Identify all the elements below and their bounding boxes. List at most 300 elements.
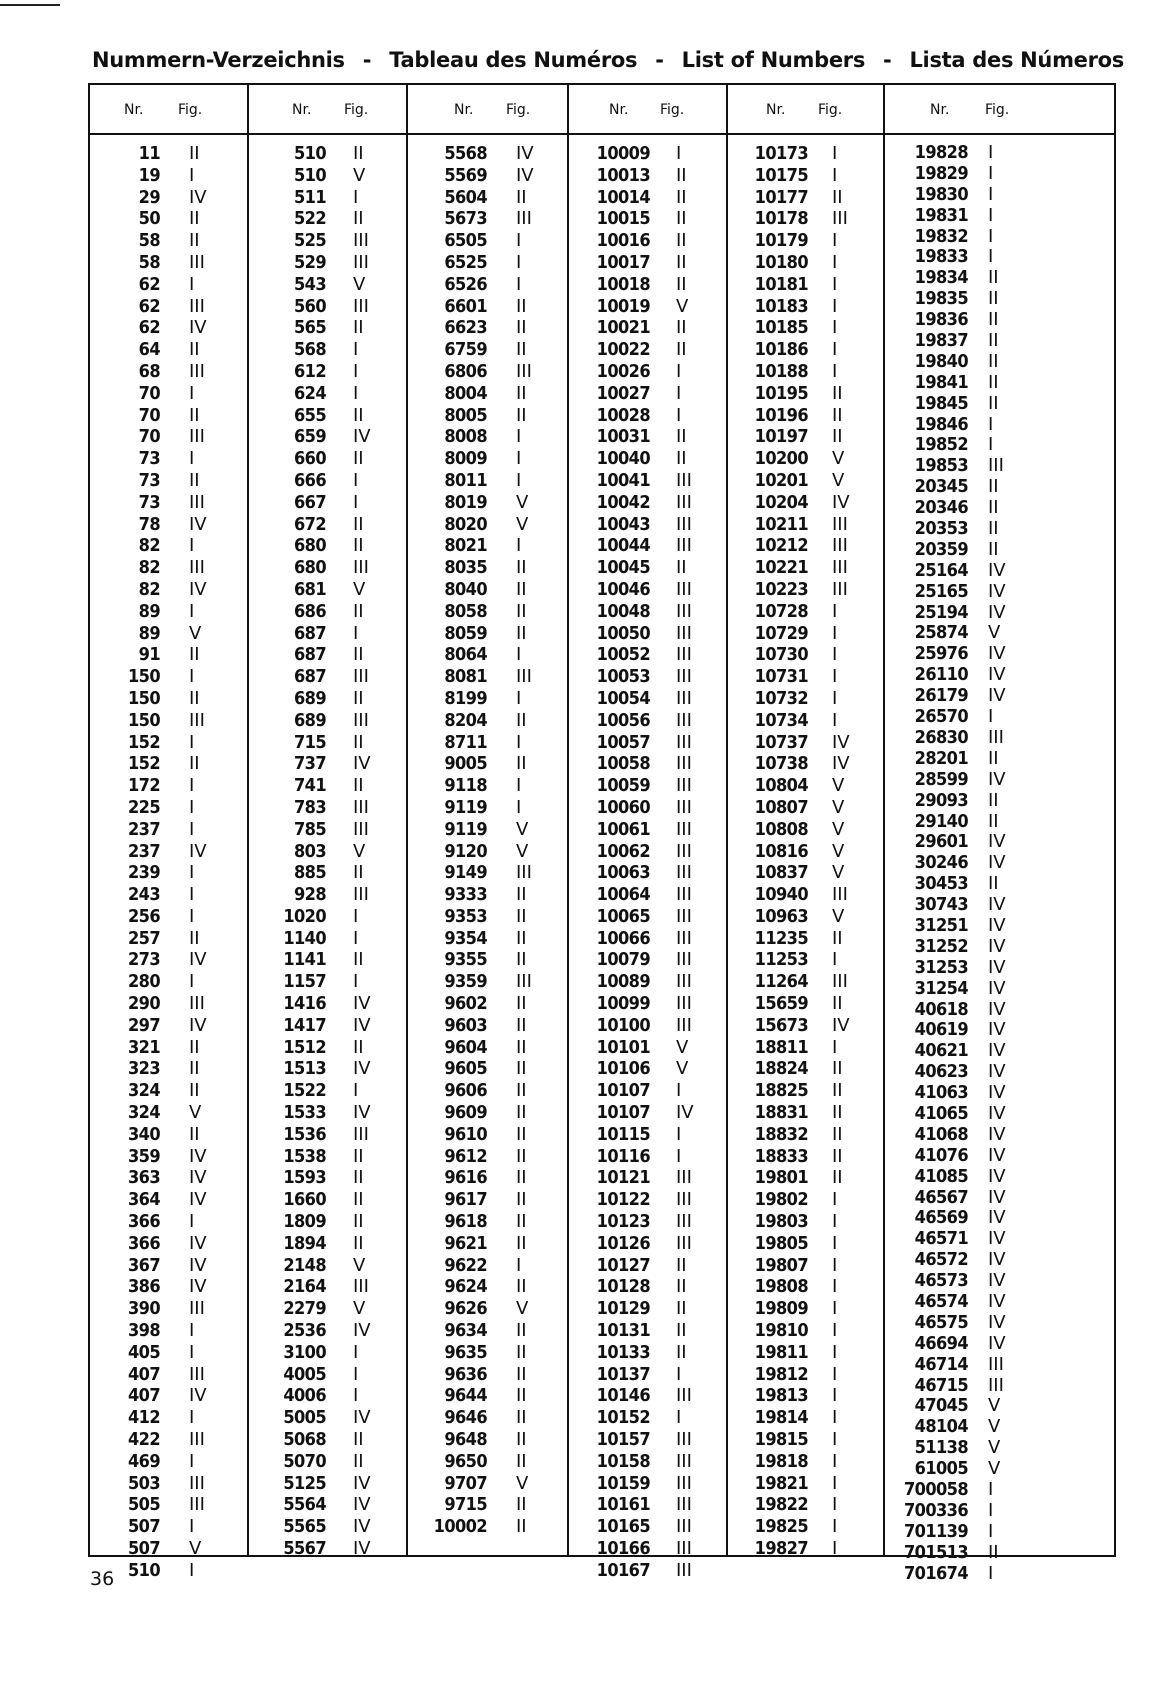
table-row [728, 1364, 885, 1386]
table-row [569, 230, 728, 252]
entry-figure: I [353, 1080, 359, 1102]
table-row [408, 710, 569, 732]
entry-figure: III [988, 455, 1004, 477]
entry-number: 19831 [914, 204, 968, 226]
entry-number: 1417 [283, 1014, 326, 1036]
table-row [408, 1015, 569, 1037]
entry-number: 68 [138, 360, 160, 382]
entry-figure: I [516, 687, 522, 709]
table-row [90, 1255, 247, 1277]
entry-number: 9636 [444, 1363, 487, 1385]
entry-figure: IV [988, 1332, 1006, 1354]
table-row [569, 1146, 728, 1168]
table-row [408, 339, 569, 361]
entry-figure: IV [988, 977, 1006, 999]
entry-number: 8035 [444, 557, 487, 579]
table-row [249, 1037, 408, 1059]
table-row [569, 1538, 728, 1560]
entry-figure: II [676, 1298, 687, 1320]
table-row [885, 1208, 1116, 1229]
table-row [728, 470, 885, 492]
table-row [90, 492, 247, 514]
entry-figure: III [988, 1374, 1004, 1396]
heading-german: Nummern-Verzeichnis [92, 48, 345, 72]
entry-number: 19830 [914, 183, 968, 205]
entry-figure: II [516, 1276, 527, 1298]
table-row [569, 1451, 728, 1473]
entry-number: 19810 [754, 1320, 808, 1342]
entry-number: 19825 [754, 1516, 808, 1538]
entry-number: 505 [127, 1494, 160, 1516]
entry-number: 785 [293, 818, 326, 840]
entry-figure: I [988, 1562, 994, 1584]
table-row [728, 296, 885, 318]
table-row [728, 775, 885, 797]
entry-figure: IV [189, 1254, 207, 1276]
entry-number: 10053 [596, 666, 650, 688]
entry-figure: III [516, 971, 532, 993]
table-row [90, 1538, 247, 1560]
entry-number: 10057 [596, 731, 650, 753]
entry-number: 30743 [914, 894, 968, 916]
entry-figure: IV [988, 1249, 1006, 1271]
heading-french: Tableau des Numéros [389, 48, 638, 72]
entry-number: 340 [127, 1123, 160, 1145]
entry-figure: I [353, 382, 359, 404]
entry-figure: I [988, 413, 994, 435]
entry-figure: III [676, 1494, 692, 1516]
table-row [90, 296, 247, 318]
entry-number: 10040 [596, 448, 650, 470]
entry-number: 19814 [754, 1407, 808, 1429]
table-row [408, 230, 569, 252]
entry-figure: III [676, 971, 692, 993]
entry-figure: I [832, 251, 838, 273]
entry-figure: II [988, 288, 999, 310]
entry-number: 243 [127, 884, 160, 906]
entry-figure: I [189, 382, 195, 404]
entry-number: 8204 [444, 709, 487, 731]
entry-number: 10058 [596, 753, 650, 775]
entry-figure: I [676, 360, 682, 382]
entry-figure: III [676, 600, 692, 622]
entry-figure: II [676, 317, 687, 339]
entry-number: 10129 [596, 1298, 650, 1320]
entry-figure: IV [353, 1407, 371, 1429]
entry-figure: III [189, 1494, 205, 1516]
table-row [249, 383, 408, 405]
table-row [249, 993, 408, 1015]
table-row [885, 749, 1116, 770]
table-row [885, 1480, 1116, 1501]
entry-number: 10196 [754, 404, 808, 426]
entry-number: 10002 [433, 1516, 487, 1538]
entry-figure: IV [988, 1228, 1006, 1250]
entry-figure: II [516, 993, 527, 1015]
entry-figure: V [832, 775, 845, 797]
entry-number: 26570 [914, 706, 968, 728]
table-row [90, 383, 247, 405]
header-fig: Fig. [985, 102, 1010, 118]
entry-figure: III [988, 1353, 1004, 1375]
entry-number: 1809 [283, 1211, 326, 1233]
entry-number: 10837 [754, 862, 808, 884]
table-row [249, 1167, 408, 1189]
entry-figure: I [516, 1254, 522, 1276]
entry-figure: I [189, 273, 195, 295]
table-row [728, 1015, 885, 1037]
entry-figure: III [676, 1189, 692, 1211]
entry-number: 1538 [283, 1145, 326, 1167]
table-row [90, 143, 247, 165]
table-row [885, 1355, 1116, 1376]
entry-number: 10177 [754, 186, 808, 208]
entry-figure: III [676, 993, 692, 1015]
entry-figure: I [189, 884, 195, 906]
entry-figure: IV [353, 1102, 371, 1124]
entry-number: 15673 [754, 1014, 808, 1036]
table-row [569, 644, 728, 666]
entry-number: 510 [293, 164, 326, 186]
table-row [728, 1124, 885, 1146]
entry-number: 9609 [444, 1102, 487, 1124]
table-row [408, 579, 569, 601]
entry-number: 9634 [444, 1320, 487, 1342]
table-row [408, 797, 569, 819]
table-row [728, 1385, 885, 1407]
table-row [728, 383, 885, 405]
entry-number: 237 [127, 818, 160, 840]
entry-figure: III [676, 927, 692, 949]
entry-figure: I [189, 862, 195, 884]
entry-figure: IV [189, 949, 207, 971]
table-row [408, 1276, 569, 1298]
table-row [728, 1516, 885, 1538]
entry-figure: I [676, 1363, 682, 1385]
table-row [569, 165, 728, 187]
entry-number: 19834 [914, 267, 968, 289]
entry-number: 10212 [754, 535, 808, 557]
entry-number: 10106 [596, 1058, 650, 1080]
entry-number: 6601 [444, 295, 487, 317]
entry-number: 19818 [754, 1450, 808, 1472]
entry-number: 9616 [444, 1167, 487, 1189]
entry-figure: III [676, 884, 692, 906]
table-row [90, 710, 247, 732]
table-row [90, 928, 247, 950]
table-row [408, 143, 569, 165]
entry-number: 19808 [754, 1276, 808, 1298]
entry-figure: I [189, 535, 195, 557]
entry-number: 1894 [283, 1232, 326, 1254]
entry-figure: II [189, 644, 200, 666]
table-row [885, 519, 1116, 540]
entry-number: 700336 [903, 1499, 968, 1521]
entry-figure: III [676, 1211, 692, 1233]
entry-figure: III [676, 796, 692, 818]
entry-number: 19853 [914, 455, 968, 477]
table-row [728, 1429, 885, 1451]
entry-number: 10015 [596, 208, 650, 230]
entry-figure: II [676, 230, 687, 252]
entry-figure: I [353, 971, 359, 993]
table-row [885, 1292, 1116, 1313]
entry-figure: II [353, 644, 364, 666]
entry-number: 407 [127, 1363, 160, 1385]
entry-number: 10201 [754, 469, 808, 491]
entry-figure: I [676, 1407, 682, 1429]
table-row [408, 841, 569, 863]
entry-number: 9603 [444, 1014, 487, 1036]
entry-number: 5569 [444, 164, 487, 186]
entry-figure: II [676, 208, 687, 230]
table-row [90, 579, 247, 601]
entry-number: 26830 [914, 726, 968, 748]
table-row [249, 296, 408, 318]
entry-figure: II [832, 1058, 843, 1080]
table-row [408, 1037, 569, 1059]
entry-number: 280 [127, 971, 160, 993]
entry-number: 5070 [283, 1450, 326, 1472]
entry-figure: IV [353, 753, 371, 775]
entry-number: 701513 [903, 1541, 968, 1563]
entry-number: 364 [127, 1189, 160, 1211]
entry-figure: IV [353, 993, 371, 1015]
entry-number: 19833 [914, 246, 968, 268]
entry-number: 10738 [754, 753, 808, 775]
entry-figure: II [189, 230, 200, 252]
table-row [90, 208, 247, 230]
entry-figure: II [988, 747, 999, 769]
table-row [728, 1298, 885, 1320]
entry-figure: I [189, 905, 195, 927]
table-row [885, 143, 1116, 164]
table-row [90, 753, 247, 775]
entry-figure: III [353, 1123, 369, 1145]
entry-number: 10221 [754, 557, 808, 579]
table-row [90, 971, 247, 993]
entry-number: 8711 [444, 731, 487, 753]
entry-figure: V [832, 840, 845, 862]
entry-figure: III [189, 557, 205, 579]
table-row [728, 710, 885, 732]
entry-number: 681 [293, 578, 326, 600]
entry-figure: I [832, 1385, 838, 1407]
entry-figure: IV [353, 1014, 371, 1036]
table-row [569, 187, 728, 209]
table-row [90, 775, 247, 797]
entry-figure: II [189, 143, 200, 164]
table-row [90, 1451, 247, 1473]
entry-figure: I [353, 469, 359, 491]
table-row [408, 1385, 569, 1407]
entry-number: 10729 [754, 622, 808, 644]
table-row [885, 603, 1116, 624]
heading-separator: - [883, 48, 892, 72]
entry-figure: I [516, 731, 522, 753]
entry-number: 25164 [914, 559, 968, 581]
entry-figure: III [189, 709, 205, 731]
entry-number: 10019 [596, 295, 650, 317]
column-header [90, 85, 247, 133]
table-row [885, 1104, 1116, 1125]
table-row [728, 1211, 885, 1233]
table-column-3 [406, 85, 569, 1555]
entry-number: 10179 [754, 230, 808, 252]
header-fig: Fig. [344, 102, 369, 118]
entry-figure: II [516, 1123, 527, 1145]
entry-number: 10173 [754, 143, 808, 164]
table-row [728, 1146, 885, 1168]
entry-number: 5673 [444, 208, 487, 230]
table-row [885, 352, 1116, 373]
entry-number: 237 [127, 840, 160, 862]
entry-number: 10089 [596, 971, 650, 993]
entry-figure: IV [988, 1040, 1006, 1062]
entry-number: 19829 [914, 162, 968, 184]
entry-figure: II [516, 1036, 527, 1058]
entry-number: 239 [127, 862, 160, 884]
entry-number: 10158 [596, 1450, 650, 1472]
table-row [885, 853, 1116, 874]
table-row [885, 979, 1116, 1000]
entry-number: 9118 [444, 775, 487, 797]
entry-figure: I [832, 360, 838, 382]
entry-figure: II [516, 1145, 527, 1167]
entry-figure: I [988, 706, 994, 728]
table-column-1 [90, 85, 247, 1581]
entry-number: 61005 [914, 1458, 968, 1480]
entry-number: 741 [293, 775, 326, 797]
entry-number: 9644 [444, 1385, 487, 1407]
entry-figure: III [676, 469, 692, 491]
table-row [885, 1083, 1116, 1104]
table-row [90, 819, 247, 841]
entry-number: 18833 [754, 1145, 808, 1167]
table-row [249, 208, 408, 230]
entry-number: 10046 [596, 578, 650, 600]
table-row [569, 1407, 728, 1429]
table-row [408, 1429, 569, 1451]
entry-figure: II [516, 186, 527, 208]
entry-figure: II [988, 267, 999, 289]
entry-number: 10079 [596, 949, 650, 971]
entry-number: 10728 [754, 600, 808, 622]
entry-number: 10183 [754, 295, 808, 317]
entry-figure: III [676, 709, 692, 731]
entry-figure: V [516, 1298, 529, 1320]
entry-number: 257 [127, 927, 160, 949]
entry-number: 6806 [444, 360, 487, 382]
entry-number: 19801 [754, 1167, 808, 1189]
table-row [408, 971, 569, 993]
table-row [408, 666, 569, 688]
table-row [90, 1015, 247, 1037]
entry-number: 30453 [914, 873, 968, 895]
entry-number: 10178 [754, 208, 808, 230]
entry-figure: II [516, 1494, 527, 1516]
entry-figure: II [353, 535, 364, 557]
table-row [408, 1080, 569, 1102]
table-row [885, 289, 1116, 310]
table-row [728, 426, 885, 448]
table-row [728, 1037, 885, 1059]
table-row [408, 470, 569, 492]
entry-figure: II [353, 208, 364, 230]
table-row [249, 1298, 408, 1320]
entry-figure: II [353, 862, 364, 884]
table-row [249, 1211, 408, 1233]
entry-figure: I [832, 1407, 838, 1429]
entry-number: 18811 [754, 1036, 808, 1058]
entry-figure: II [988, 309, 999, 331]
entry-figure: V [676, 1036, 689, 1058]
table-row [408, 644, 569, 666]
table-row [728, 666, 885, 688]
entry-number: 4005 [283, 1363, 326, 1385]
entry-figure: II [832, 927, 843, 949]
table-row [569, 1473, 728, 1495]
entry-number: 78 [138, 513, 160, 535]
table-row [569, 1167, 728, 1189]
table-row [885, 394, 1116, 415]
page-heading [92, 48, 1124, 72]
table-row [90, 405, 247, 427]
table-row [249, 1364, 408, 1386]
column-rows [885, 143, 1116, 1584]
entry-figure: III [832, 578, 848, 600]
table-row [408, 1102, 569, 1124]
entry-number: 323 [127, 1058, 160, 1080]
entry-number: 655 [293, 404, 326, 426]
table-row [249, 1538, 408, 1560]
entry-number: 10127 [596, 1254, 650, 1276]
entry-number: 40623 [914, 1061, 968, 1083]
header-nr: Nr. [609, 102, 629, 118]
entry-figure: II [988, 538, 999, 560]
entry-figure: I [832, 1189, 838, 1211]
entry-number: 9354 [444, 927, 487, 949]
table-row [90, 1473, 247, 1495]
entry-figure: III [676, 1472, 692, 1494]
entry-figure: III [676, 731, 692, 753]
table-row [728, 644, 885, 666]
entry-number: 10121 [596, 1167, 650, 1189]
table-row [249, 732, 408, 754]
entry-number: 6759 [444, 339, 487, 361]
entry-figure: II [516, 1385, 527, 1407]
page-number: 36 [90, 1568, 115, 1590]
entry-figure: III [832, 513, 848, 535]
entry-figure: II [832, 382, 843, 404]
entry-figure: I [676, 404, 682, 426]
table-row [90, 732, 247, 754]
entry-figure: III [676, 535, 692, 557]
entry-number: 29601 [914, 831, 968, 853]
entry-number: 18832 [754, 1123, 808, 1145]
entry-number: 10101 [596, 1036, 650, 1058]
table-row [885, 623, 1116, 644]
entry-figure: V [832, 905, 845, 927]
header-nr: Nr. [930, 102, 950, 118]
entry-number: 10022 [596, 339, 650, 361]
entry-number: 1512 [283, 1036, 326, 1058]
entry-figure: I [516, 469, 522, 491]
entry-number: 10131 [596, 1320, 650, 1342]
entry-number: 10181 [754, 273, 808, 295]
entry-figure: II [676, 339, 687, 361]
table-row [569, 426, 728, 448]
